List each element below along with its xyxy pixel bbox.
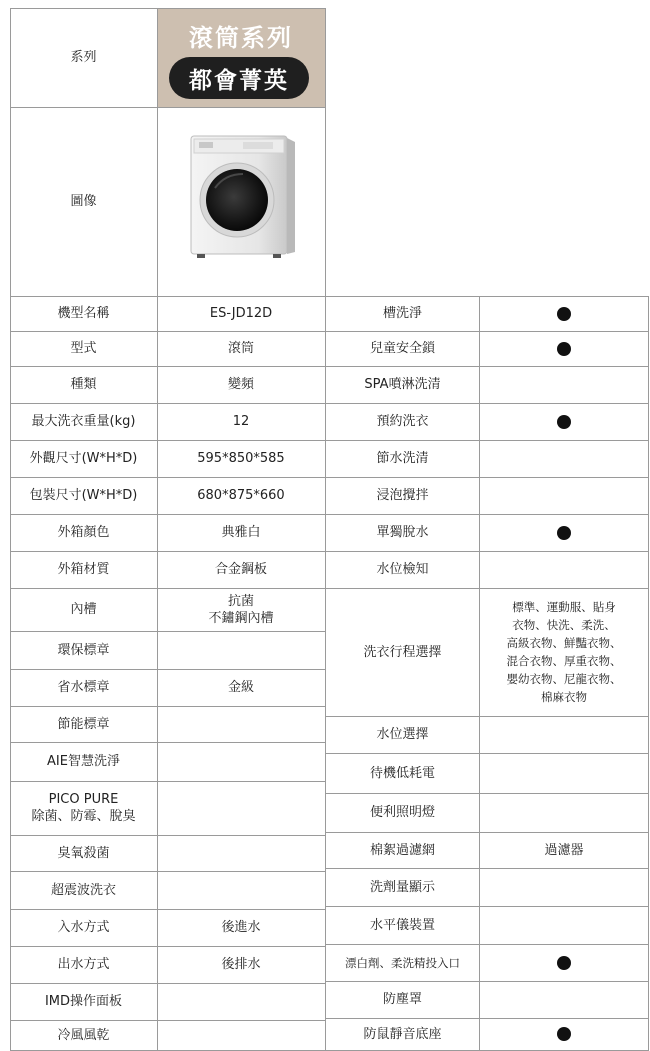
- feature-dot-icon: [480, 1018, 648, 1050]
- feature-dot-icon: [480, 296, 648, 331]
- spec-label: 型式: [70, 341, 97, 356]
- spec-label: 外箱材質: [57, 562, 110, 577]
- feature-label: 棉絮過濾網: [369, 842, 435, 858]
- spec-label: 出水方式: [57, 957, 110, 972]
- spec-label: 包裝尺寸(W*H*D): [29, 488, 138, 503]
- feature-label: 洗衣行程選擇: [363, 644, 442, 660]
- feature-label: 兒童安全鎖: [369, 341, 435, 356]
- feature-label: 防塵罩: [382, 992, 422, 1007]
- series-label: 系列: [70, 50, 97, 65]
- spec-value: [157, 871, 325, 909]
- feature-label: 槽洗淨: [382, 306, 422, 321]
- spec-label: 冷風風乾: [57, 1027, 110, 1043]
- feature-label: 洗劑量顯示: [369, 879, 435, 895]
- spec-label: 超震波洗衣: [50, 882, 116, 898]
- spec-value: [157, 706, 325, 742]
- spec-label: 入水方式: [57, 920, 110, 935]
- feature-value: [480, 716, 648, 753]
- feature-label: 漂白劑、柔洗精投入口: [345, 955, 460, 970]
- spec-value: 後排水: [221, 957, 261, 972]
- spec-value: 合金鋼板: [214, 562, 267, 577]
- feature-value: [480, 868, 648, 906]
- washing-machine-icon: [185, 130, 300, 260]
- feature-value: 標準、運動服、貼身 衣物、快洗、柔洗、 高級衣物、鮮豔衣物、 混合衣物、厚重衣物、 嬰幼衣物、尼龍衣物、 棉麻衣物: [506, 600, 622, 704]
- feature-label: 待機低耗電: [369, 765, 435, 781]
- feature-value: [480, 793, 648, 832]
- spec-value: 595*850*585: [197, 451, 285, 466]
- feature-value: [480, 477, 648, 514]
- spec-label: IMD操作面板: [44, 994, 123, 1009]
- spec-label: 環保標章: [57, 642, 110, 658]
- spec-label: 內槽: [70, 602, 97, 617]
- spec-value: 680*875*660: [197, 488, 285, 503]
- feature-label: 預約洗衣: [376, 414, 429, 429]
- feature-label: SPA噴淋洗清: [364, 377, 441, 392]
- feature-label: 水位檢知: [376, 562, 429, 577]
- spec-value: 12: [232, 414, 250, 429]
- spec-value: 滾筒: [227, 341, 254, 356]
- filled-circle-icon: [557, 307, 571, 321]
- feature-value: [480, 906, 648, 944]
- spec-label: 機型名稱: [57, 306, 110, 321]
- spec-value: [157, 835, 325, 871]
- spec-label: 節能標章: [57, 716, 110, 732]
- feature-value: [480, 981, 648, 1018]
- spec-value: [157, 781, 325, 835]
- spec-label: 最大洗衣重量(kg): [31, 414, 136, 429]
- filled-circle-icon: [557, 415, 571, 429]
- feature-value: [480, 366, 648, 403]
- feature-value: [480, 551, 648, 588]
- filled-circle-icon: [557, 526, 571, 540]
- feature-dot-icon: [480, 331, 648, 366]
- feature-label: 便利照明燈: [369, 805, 435, 820]
- spec-label: 種類: [70, 377, 97, 392]
- image-label: 圖像: [70, 194, 97, 209]
- spec-value: 抗菌 不鏽鋼內槽: [208, 593, 274, 626]
- spec-label: PICO PURE 除菌、防霉、脫臭: [31, 792, 136, 824]
- spec-value: [157, 631, 325, 669]
- spec-label: 外箱顏色: [57, 525, 110, 540]
- filled-circle-icon: [557, 956, 571, 970]
- feature-label: 水平儀裝置: [369, 917, 435, 933]
- feature-dot-icon: [480, 944, 648, 981]
- feature-label: 單獨脫水: [376, 525, 429, 540]
- feature-value: [480, 440, 648, 477]
- feature-label: 浸泡攪拌: [376, 488, 429, 503]
- spec-value: 後進水: [221, 920, 261, 935]
- feature-value: [480, 753, 648, 793]
- series-name-badge: 都會菁英: [169, 57, 309, 99]
- spec-label: AIE智慧洗淨: [47, 754, 120, 769]
- spec-value: [157, 1020, 325, 1050]
- feature-label: 節水洗清: [376, 451, 429, 466]
- spec-value: ES-JD12D: [209, 306, 273, 321]
- spec-value: [157, 742, 325, 781]
- filled-circle-icon: [557, 342, 571, 356]
- spec-label: 外觀尺寸(W*H*D): [29, 451, 138, 466]
- spec-label: 省水標章: [57, 680, 110, 695]
- feature-label: 水位選擇: [376, 727, 429, 742]
- filled-circle-icon: [557, 1027, 571, 1041]
- spec-value: 變頻: [227, 377, 254, 392]
- feature-value: 過濾器: [544, 842, 584, 858]
- feature-dot-icon: [480, 514, 648, 551]
- spec-value: 典雅白: [221, 525, 261, 540]
- feature-label: 防鼠靜音底座: [363, 1026, 442, 1042]
- spec-value: 金級: [227, 680, 254, 695]
- series-title: 滾筒系列: [189, 24, 293, 52]
- spec-value: [157, 983, 325, 1020]
- feature-dot-icon: [480, 403, 648, 440]
- spec-label: 臭氧殺菌: [57, 845, 110, 861]
